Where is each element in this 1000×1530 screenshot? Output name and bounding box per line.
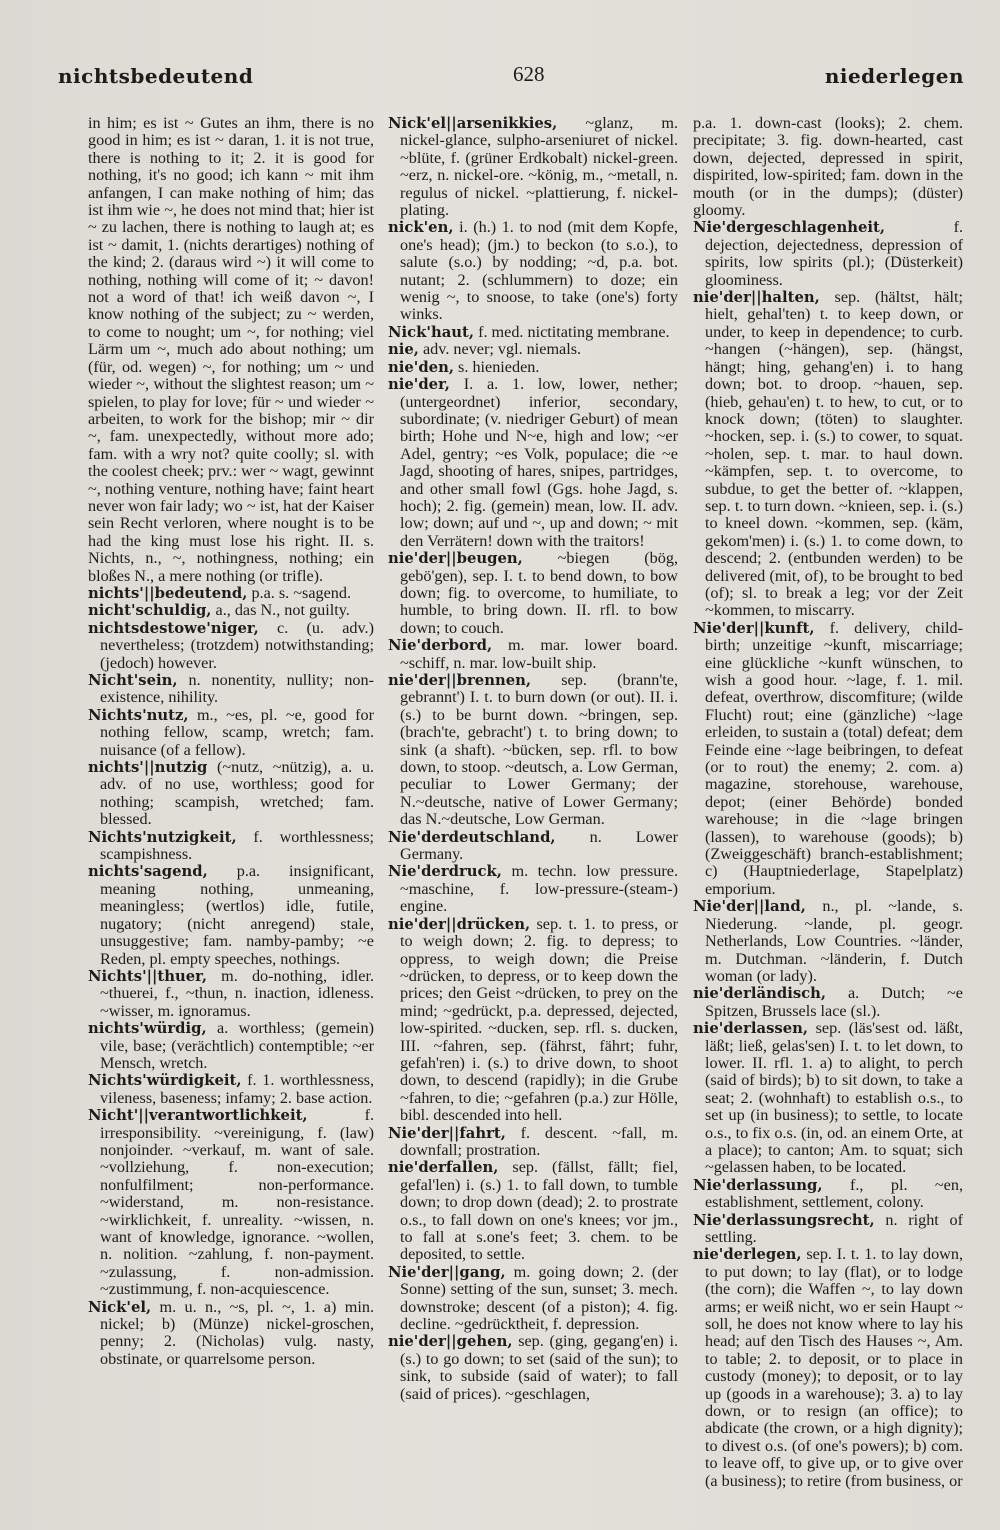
dictionary-entry bbox=[388, 829, 678, 864]
entry-headword: nie'den, bbox=[388, 358, 454, 376]
entry-definition: p.a. s. ~sagend. bbox=[247, 583, 352, 602]
entry-definition: f., pl. ~en, establishment, settlement, colony. bbox=[705, 1175, 963, 1212]
dictionary-entry bbox=[88, 602, 374, 619]
entry-headword: nie'der||beugen, bbox=[388, 550, 523, 568]
dictionary-entry bbox=[388, 550, 678, 637]
entry-headword: Nicht'||verantwortlichkeit, bbox=[88, 1107, 308, 1125]
page-number: 628 bbox=[513, 62, 545, 86]
entry-headword: Nie'derdruck, bbox=[388, 863, 502, 881]
entry-definition: n. right of settling. bbox=[705, 1210, 963, 1246]
entry-definition: adv. never; vgl. niemals. bbox=[418, 340, 582, 359]
entry-headword: Nichts'||thuer, bbox=[88, 967, 208, 985]
running-head-left: nichtsbedeutend bbox=[58, 64, 254, 88]
entry-definition: f. descent. ~fall, m. downfall; prostration. bbox=[400, 1123, 678, 1159]
dictionary-entry bbox=[388, 863, 678, 915]
entry-definition: m., ~es, pl. ~e, good for nothing fellow, scamp, wretch; fam. nuisance (of a fellow). bbox=[100, 705, 374, 759]
entry-headword: Nicht'sein, bbox=[88, 672, 178, 689]
dictionary-entry bbox=[88, 863, 374, 967]
entry-definition: sep. I. t. 1. to lay down, to put down; to lay (flat), or to lodge (the corn); die Waffen ~, to lay down arms; er weiß nicht, wo er sein Haupt ~ soll, he does not know where to lay his head; auf den Tisch des Hauses ~, Am. to table; 2. to deposit, or to place in custody (money); to deposit, or to lay up (goods in a warehouse); 3. a) to lay down, or to resign (an office); to abdicate (the crown, or a high dignity); to divest o.s. (of one's powers); b) com. to leave off, to give up, or to give over (a business); to retire (from business, or bbox=[705, 1245, 963, 1490]
entry-headword: nichts'||bedeutend, bbox=[88, 584, 248, 602]
page-header bbox=[58, 60, 964, 100]
entry-definition: m. u. n., ~s, pl. ~, 1. a) min. nickel; b) (Münze) nickel-groschen, penny; 2. (Nicholas) vulg. nasty, obstinate, or quarrelsome person. bbox=[100, 1297, 374, 1368]
entry-headword: Nie'der||land, bbox=[693, 898, 806, 916]
entry-definition: ~glanz, m. nickel-glance, sulpho-arseniuret of nickel. ~blüte, f. (grüner Erdkobalt) nickel-green. ~erz, n. nickel-ore. ~könig, m., ~metall, n. regulus of nickel. ~plattierung, f. nickel-plating. bbox=[400, 115, 678, 220]
entry-definition: f. med. nictitating membrane. bbox=[474, 322, 670, 341]
column-right bbox=[693, 115, 963, 1525]
dictionary-entry bbox=[388, 1159, 678, 1263]
entry-headword: nie'der||brennen, bbox=[388, 672, 532, 689]
entry-definition: sep. (hältst, hält; hielt, gehal'ten) t. to keep down, or under, to keep in dependence; to curb. ~hangen (~hängen), sep. (hängst, hängt; hing, gehang'en) i. to hang down; bot. to droop. ~hauen, sep. (hieb, gehau'en) t. to hew, to cut, or to knock down; (töten) to slaughter. ~hocken, sep. i. (s.) to cower, to squat. ~holen, sep. t. mar. to haul down. ~kämpfen, sep. t. to overcome, to subdue, to get the better of. ~klappen, sep. t. to turn down. ~knieen, sep. i. (s.) to kneel down. ~kommen, sep. (käm, gekom'men) i. (s.) 1. to come down, to descend; 2. (entbunden werden) to be delivered (mit, of), to be brought to bed (of); sl. to break a leg; vor der Zeit ~kommen, to miscarry. bbox=[705, 288, 963, 620]
entry-headword: nie'der||halten, bbox=[693, 289, 820, 307]
entry-definition: in him; es ist ~ Gutes an ihm, there is no good in him; es ist ~ daran, 1. it is not true, there is nothing to it; 2. it is good for nothing, it's no good; ich kann ~ mit ihm anfangen, I can make nothing of him; das ist ihm wie ~, he does not mind that; hier ist ~ zu lachen, there is nothing to laugh at; es ist ~ damit, 1. (nichts derartiges) nothing of the kind; 2. (daraus wird ~) it will come to nothing, nothing will come of it; ~ davon! not a word of that! ich weiß davon ~, I know nothing of the subject; zu ~ werden, to come to nought; um ~, for nothing; viel Lärm um ~, much ado about nothing; um (für, od. wegen) ~, for nothing; um ~ und wieder ~, without the slightest reason; um ~ spielen, to play for love; für ~ und wieder ~ arbeiten, to work for the bishop; mir ~ dir ~, fam. unexpectedly, without more ado; fam. with a wry not? quite coolly; sl. with the coolest cheek; prv.: wer ~ wagt, gewinnt ~, nothing venture, nothing have; faint heart never won fair lady; wo ~ ist, hat der Kaiser sein Recht verloren, where nought is to be had the king must lose his right. II. s. Nichts, n., ~, nothingness, nothing; ein bloßes N., a mere nothing (or trifle). bbox=[88, 115, 374, 585]
dictionary-entry bbox=[693, 1212, 963, 1247]
dictionary-entry bbox=[693, 289, 963, 620]
dictionary-entry bbox=[88, 759, 374, 829]
entry-headword: Nie'derlassung, bbox=[693, 1176, 823, 1194]
entry-definition: (~nutz, ~nützig), a. u. adv. of no use, worthless; good for nothing; scampish, wretched; fam. blessed. bbox=[100, 758, 374, 829]
entry-headword: Nie'derbord, bbox=[388, 637, 493, 655]
entry-definition: n. nonentity, nullity; non-existence, nihility. bbox=[100, 671, 374, 707]
entry-headword: nicht'schuldig, bbox=[88, 602, 212, 620]
dictionary-entry bbox=[388, 1333, 678, 1403]
entry-definition: sep. (ging, gegang'en) i. (s.) to go down; to set (said of the sun); to sink, to subside (said of water); to fall (said of prices). ~geschlagen, bbox=[400, 1332, 678, 1403]
entry-headword: nie'der||drücken, bbox=[388, 915, 531, 933]
entry-definition: p.a. insignificant, meaning nothing, unmeaning, meaningless; (wertlos) idle, futile, nugatory; (nicht anregend) stale, unsuggestive; fam. namby-pamby; ~e Reden, pl. empty speeches, nothings. bbox=[100, 862, 374, 968]
dictionary-entry bbox=[388, 916, 678, 1125]
entry-headword: nie'derländisch, bbox=[693, 985, 827, 1003]
entry-headword: nichts'würdig, bbox=[88, 1020, 207, 1038]
dictionary-entry bbox=[88, 707, 374, 759]
entry-definition: s. hienieden. bbox=[454, 357, 540, 376]
dictionary-entry bbox=[388, 376, 678, 550]
dictionary-entry bbox=[88, 115, 374, 585]
dictionary-entry bbox=[88, 1072, 374, 1107]
dictionary-entry bbox=[388, 359, 678, 376]
entry-definition: n., pl. ~lande, s. Niederung. ~lande, pl. geogr. Netherlands, Low Countries. ~länder, m. Dutchman. ~länderin, f. Dutch woman (or lady). bbox=[705, 897, 963, 985]
dictionary-entry bbox=[388, 1264, 678, 1334]
dictionary-entry bbox=[88, 1020, 374, 1072]
entry-definition: p.a. 1. down-cast (looks); 2. chem. precipitate; 3. fig. down-hearted, cast down, dejected, depressed in spirit, dispirited, low-spirited; fam. down in the mouth (or in the dumps); (düster) gloomy. bbox=[693, 115, 963, 220]
entry-headword: Nie'der||fahrt, bbox=[388, 1124, 506, 1142]
entry-definition: a. worthless; (gemein) vile, base; (verächtlich) contemptible; ~er Mensch, wretch. bbox=[100, 1019, 374, 1072]
entry-definition: a. Dutch; ~e Spitzen, Brussels lace (sl.). bbox=[705, 984, 963, 1020]
entry-definition: ~biegen (bög, gebö'gen), sep. I. t. to bend down, to bow down; fig. to overcome, to humiliate, to humble, to bring down. II. rfl. to bow down; to couch. bbox=[400, 549, 678, 637]
entry-headword: nie'derlassen, bbox=[693, 1020, 809, 1038]
dictionary-entry bbox=[388, 324, 678, 341]
entry-definition: m. mar. lower board. ~schiff, n. mar. low-built ship. bbox=[400, 636, 678, 672]
dictionary-entry bbox=[388, 637, 678, 672]
dictionary-entry bbox=[88, 1299, 374, 1369]
dictionary-entry bbox=[693, 985, 963, 1020]
entry-definition: f. worthlessness; scampishness. bbox=[100, 827, 374, 864]
dictionary-entry bbox=[693, 1177, 963, 1212]
dictionary-entry bbox=[88, 1107, 374, 1298]
entry-definition: I. a. 1. low, lower, nether; (untergeordnet) inferior, secondary, subordinate; (v. niedriger Geburt) of mean birth; Hohe und N~e, high and low; ~er Adel, gentry; ~es Volk, populace; die ~e Jagd, shooting of hares, snipes, partridges, and other small fowl (Ggs. hohe Jagd, s. hoch); 2. fig. (gemein) mean, low. II. adv. low; down; auf und ~, up and down; ~ mit den Verrätern! down with the traitors! bbox=[400, 375, 678, 550]
entry-definition: m. do-nothing, idler. ~thuerei, f., ~thun, n. inaction, idleness. ~wisser, m. ignoramus. bbox=[100, 966, 374, 1020]
entry-definition: sep. (läs'sest od. läßt, läßt; ließ, gelas'sen) I. t. to let down, to lower. II. rfl. 1. a) to alight, to perch (said of birds); b) to sit down, to take a seat; 2. (wohnhaft) to establish o.s., to set up (in business); to settle, to locate o.s., to fix o.s. (in, od. an einem Orte, at a place); to canton; Am. to squat; sich ~gelassen haben, to be located. bbox=[705, 1019, 963, 1177]
running-head-right: niederlegen bbox=[824, 64, 964, 88]
entry-headword: Nichts'würdigkeit, bbox=[88, 1072, 242, 1090]
dictionary-entry bbox=[88, 620, 374, 672]
entry-definition: i. (h.) 1. to nod (mit dem Kopfe, one's head); (jm.) to beckon (to s.o.), to salute (s.o.) by nodding; ~d, p.a. bot. nutant; 2. (schlummern) to doze; ein wenig ~, to snoose, to take (one's) forty winks. bbox=[400, 218, 678, 324]
entry-definition: sep. t. 1. to press, or to weigh down; 2. fig. to depress; to oppress, to weigh down; die Preise ~drücken, to depress, or to keep down the prices; den Geist ~drücken, to prey on the mind; ~gedrückt, p.a. depressed, dejected, low-spirited. ~ducken, sep. rfl. s. ducken, III. ~fahren, sep. (fährst, fährt; fuhr, gefah'ren) i. (s.) to drive down, to shoot down, to descend (rapidly); in die Grube ~fahren, to die; ~gefahren (p.a.) zur Hölle, bibl. descended into hell. bbox=[400, 914, 678, 1125]
entry-headword: Nie'der||gang, bbox=[388, 1263, 506, 1281]
dictionary-entry bbox=[88, 585, 374, 602]
dictionary-entry bbox=[388, 1125, 678, 1160]
entry-definition: f. irresponsibility. ~vereinigung, f. (law) nonjoinder. ~verkauf, m. want of sale. ~vollziehung, f. non-execution; nonfulfilment; non-performance. ~widerstand, m. non-resistance. ~wirklichkeit, f. unreality. ~wissen, n. want of knowledge, ignorance. ~wollen, n. nolition. ~zahlung, f. non-payment. ~zulassung, f. non-admission. ~zustimmung, f. non-acquiescence. bbox=[100, 1106, 374, 1299]
entry-headword: Nick'el||arsenikkies, bbox=[388, 115, 558, 132]
entry-headword: Nichts'nutz, bbox=[88, 706, 189, 724]
entry-definition: sep. (fällst, fällt; fiel, gefal'len) i. (s.) 1. to fall down, to tumble down; to drop down (dead); 2. to prostrate o.s., to fall down on one's knees; vor jm., to fall at s.one's feet; 3. chem. to be deposited, to settle. bbox=[400, 1158, 678, 1264]
entry-headword: nie'derfallen, bbox=[388, 1159, 499, 1177]
entry-definition: f. 1. worthlessness, vileness, baseness; infamy; 2. base action. bbox=[100, 1071, 374, 1107]
dictionary-entry bbox=[388, 219, 678, 323]
entry-definition: c. (u. adv.) nevertheless; (trotzdem) notwithstanding; (jedoch) however. bbox=[100, 618, 374, 672]
entry-headword: nichts'sagend, bbox=[88, 863, 208, 881]
entry-definition: f. delivery, child-birth; unzeitige ~kunft, miscarriage; eine glückliche ~kunft wünschen, to wish a good hour. ~lage, f. 1. mil. defeat, overthrow, discomfiture; (wilde Flucht) rout; eine (gänzliche) ~lage erleiden, to sustain a (total) defeat; dem Feinde eine ~lage beibringen, to defeat (or to rout) the enemy; 2. com. a) magazine, storehouse, warehouse, depot; (einer Behörde) bonded warehouse; in die ~lage bringen (lassen), to warehouse (goods); b) (Zweiggeschäft) branch-establishment; c) (Hauptniederlage, Stapelplatz) emporium. bbox=[705, 618, 963, 898]
entry-headword: Nick'el, bbox=[88, 1298, 152, 1316]
column-left bbox=[88, 115, 374, 1455]
dictionary-entry bbox=[88, 968, 374, 1020]
dictionary-entry bbox=[693, 620, 963, 899]
entry-headword: Nie'derdeutschland, bbox=[388, 828, 556, 846]
entry-definition: m. going down; 2. (der Sonne) setting of the sun, sunset; 3. mech. downstroke; descent (of a piston); 4. fig. decline. ~gedrücktheit, f. depression. bbox=[400, 1262, 678, 1334]
entry-headword: nick'en, bbox=[388, 219, 454, 237]
entry-headword: Nie'derlassungsrecht, bbox=[693, 1211, 875, 1229]
dictionary-entry bbox=[693, 898, 963, 985]
entry-headword: Nichts'nutzigkeit, bbox=[88, 828, 237, 846]
entry-definition: a., das N., not guilty. bbox=[211, 601, 350, 620]
entry-headword: nie, bbox=[388, 341, 419, 359]
entry-headword: nie'der, bbox=[388, 376, 450, 394]
dictionary-entry bbox=[388, 341, 678, 358]
dictionary-entry bbox=[388, 672, 678, 829]
entry-definition: sep. (brann'te, gebrannt') I. t. to burn down (or out). II. i. (s.) to be burnt down. ~bringen, sep. (brach'te, gebracht') t. to bring down; to sink (a shaft). ~bücken, sep. rfl. to bow down, to stoop. ~deutsch, a. Low German, peculiar to Lower Germany; der N.~deutsche, native of Lower Germany; das N.~deutsche, Low German. bbox=[400, 671, 678, 829]
dictionary-entry bbox=[88, 672, 374, 707]
entry-definition: f. dejection, dejectedness, depression of spirits, low spirits (pl.); (Düsterkeit) gloominess. bbox=[705, 218, 963, 289]
dictionary-entry bbox=[693, 219, 963, 289]
dictionary-entry bbox=[693, 1246, 963, 1490]
dictionary-entry bbox=[693, 115, 963, 219]
entry-headword: Nie'der||kunft, bbox=[693, 619, 815, 637]
entry-headword: Nick'haut, bbox=[388, 323, 475, 341]
entry-headword: nichts'||nutzig bbox=[88, 759, 208, 777]
entry-definition: m. techn. low pressure. ~maschine, f. low-pressure-(steam-) engine. bbox=[400, 862, 678, 916]
dictionary-entry bbox=[88, 829, 374, 864]
entry-headword: nichtsdestowe'niger, bbox=[88, 619, 259, 637]
dictionary-entry bbox=[388, 115, 678, 219]
dictionary-entry bbox=[693, 1020, 963, 1177]
entry-headword: nie'der||gehen, bbox=[388, 1333, 513, 1351]
entry-definition: n. Lower Germany. bbox=[400, 827, 678, 864]
entry-headword: Nie'dergeschlagenheit, bbox=[693, 219, 886, 237]
column-middle bbox=[388, 115, 678, 1525]
entry-headword: nie'derlegen, bbox=[693, 1246, 802, 1264]
